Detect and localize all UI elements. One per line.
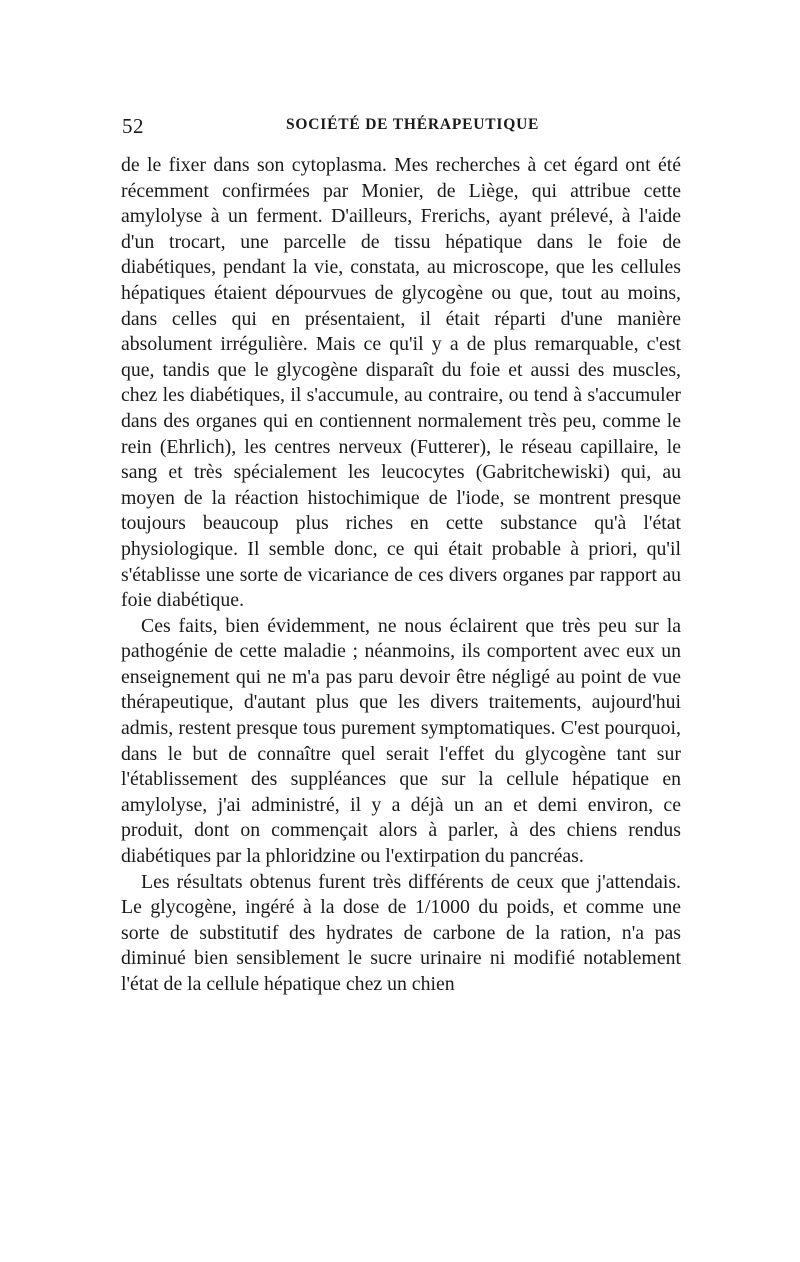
paragraph-2: Ces faits, bien évidemment, ne nous éclairent que très peu sur la pathogénie de cette maladie ; néanmoins, ils comportent avec eux un enseignement qui ne m'a pas paru devoir être négligé au point de vue thérapeutique, d'autant plus que les divers traitements, aujourd'hui admis, restent presque tous purement symptomatiques. C'est pourquoi, dans le but de connaître quel serait l'effet du glycogène tant sur l'établissement des suppléances que sur la cellule hépatique en amylolyse, j'ai administré, il y a déjà un an et demi environ, ce produit, dont on commençait alors à parler, à des chiens rendus diabétiques par la phloridzine ou l'extirpation du pancréas. xyxy=(121,614,681,868)
body-text xyxy=(121,153,681,998)
running-title: SOCIÉTÉ DE THÉRAPEUTIQUE xyxy=(286,116,540,133)
paragraph-3: Les résultats obtenus furent très différents de ceux que j'attendais. Le glycogène, ingéré à la dose de 1/1000 du poids, et comme une sorte de substitutif des hydrates de carbone de la ration, n'a pas diminué bien sensiblement le sucre urinaire ni modifié notablement l'état de la cellule hépatique chez un chien xyxy=(121,870,681,995)
paragraph-1: de le fixer dans son cytoplasma. Mes recherches à cet égard ont été récemment confirmées par Monier, de Liège, qui attribue cette amylolyse à un ferment. D'ailleurs, Frerichs, ayant prélevé, à l'aide d'un trocart, une parcelle de tissu hépatique dans le foie de diabétiques, pendant la vie, constata, au microscope, que les cellules hépatiques étaient dépourvues de glycogène ou que, tout au moins, dans celles qui en présentaient, il était réparti d'une manière absolument irrégulière. Mais ce qu'il y a de plus remarquable, c'est que, tandis que le glycogène disparaît du foie et aussi des muscles, chez les diabétiques, il s'accumule, au contraire, ou tend à s'accumuler dans des organes qui en contiennent normalement très peu, comme le rein (Ehrlich), les centres nerveux (Futterer), le réseau capillaire, le sang et très spécialement les leucocytes (Gabritchewiski) qui, au moyen de la réaction histochimique de l'iode, se montrent presque toujours beaucoup plus riches en cette substance qu'à l'état physiologique. Il semble donc, ce qui était probable à priori, qu'il s'établisse une sorte de vicariance de ces divers organes par rapport au foie diabétique. xyxy=(121,154,681,612)
page-number: 52 xyxy=(122,114,144,138)
running-head xyxy=(122,114,680,138)
